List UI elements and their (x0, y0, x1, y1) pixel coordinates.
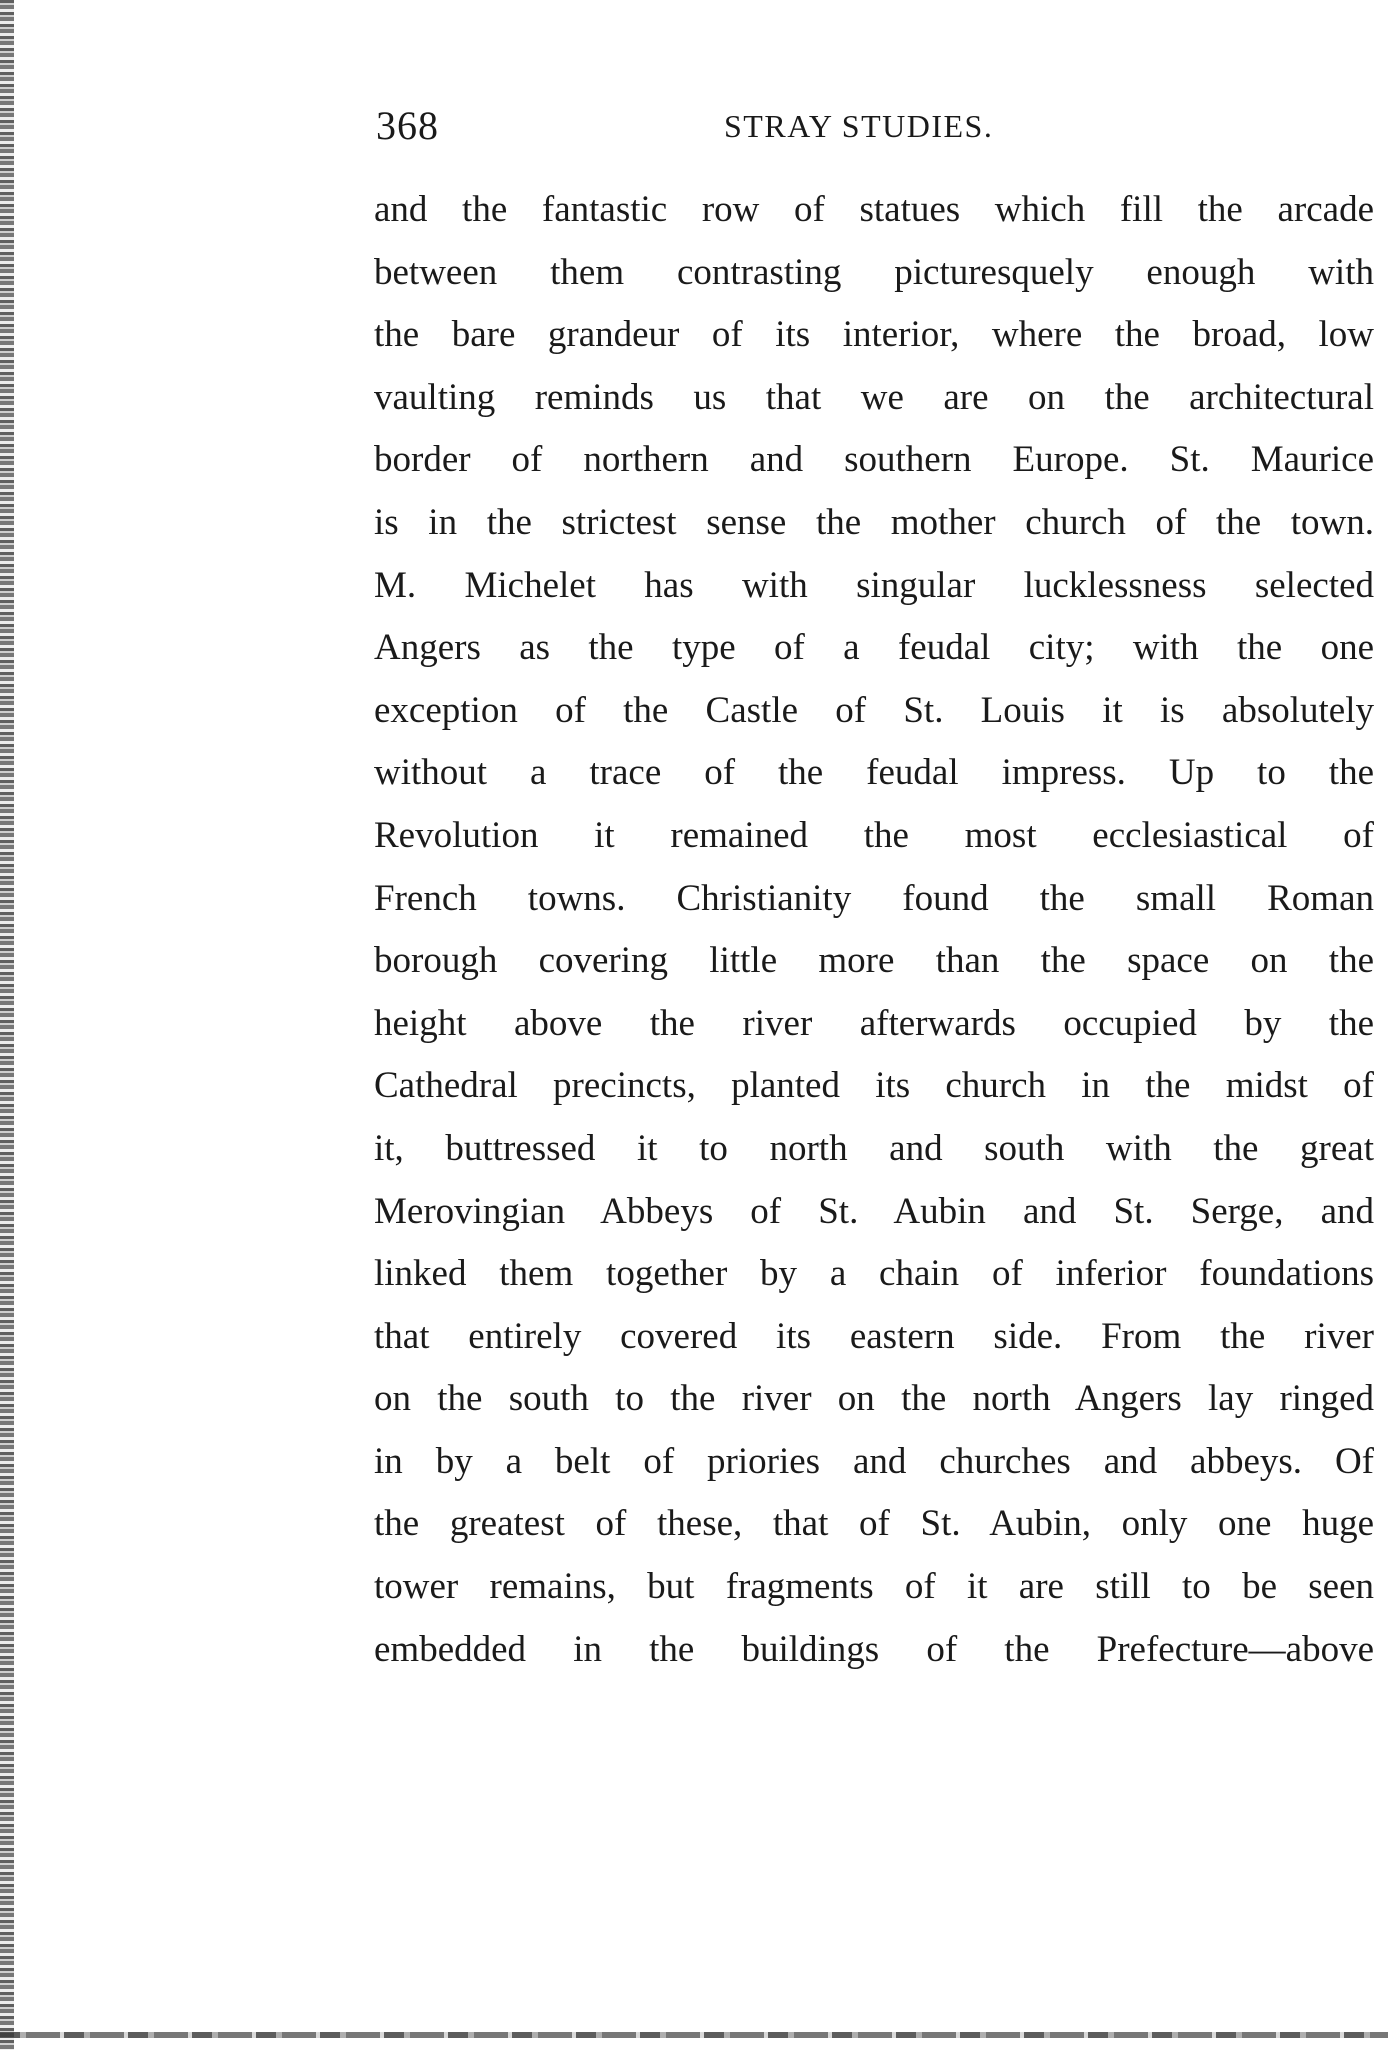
text-line: in by a belt of priories and churches and abbeys. Of (374, 1440, 1374, 1482)
text-line: is in the strictest sense the mother church of the town. (374, 501, 1374, 543)
text-line: Cathedral precincts, planted its church in the midst of (374, 1065, 1374, 1107)
running-head-title: STRAY STUDIES. (724, 108, 994, 144)
binding-gutter-edge (0, 0, 14, 2050)
text-line: it, buttressed it to north and south with the great (374, 1127, 1374, 1169)
text-line: exception of the Castle of St. Louis it is absolutely (374, 689, 1374, 731)
text-line: without a trace of the feudal impress. Up to the (374, 752, 1374, 794)
text-line: the bare grandeur of its interior, where the broad, low (374, 314, 1374, 356)
text-line: borough covering little more than the space on the (374, 940, 1374, 982)
text-line: border of northern and southern Europe. St. Maurice (374, 439, 1374, 481)
page-bottom-edge (0, 2032, 1388, 2038)
text-line: tower remains, but fragments of it are still to be seen (374, 1566, 1374, 1608)
text-line: and the fantastic row of statues which fill the arcade (374, 189, 1374, 230)
text-line: between them contrasting picturesquely enough with (374, 251, 1374, 293)
text-line: vaulting reminds us that we are on the architectural (374, 376, 1374, 418)
text-line: Merovingian Abbeys of St. Aubin and St. Serge, and (374, 1190, 1374, 1232)
text-line: height above the river afterwards occupied by the (374, 1002, 1374, 1044)
page-header (376, 102, 1374, 150)
text-line: the greatest of these, that of St. Aubin, only one huge (374, 1503, 1374, 1545)
text-line: linked them together by a chain of inferior foundations (374, 1253, 1374, 1295)
text-line: Revolution it remained the most ecclesiastical of (374, 814, 1374, 856)
text-line: M. Michelet has with singular lucklessness selected (374, 564, 1374, 606)
text-line: on the south to the river on the north Angers lay ringed (374, 1378, 1374, 1420)
text-line: Angers as the type of a feudal city; with the one (374, 627, 1374, 669)
text-line: embedded in the buildings of the Prefecture—above (374, 1628, 1374, 1670)
body-text (374, 179, 1374, 1681)
page-number: 368 (376, 103, 439, 148)
text-line: French towns. Christianity found the small Roman (374, 877, 1374, 919)
text-line: that entirely covered its eastern side. From the river (374, 1315, 1374, 1357)
